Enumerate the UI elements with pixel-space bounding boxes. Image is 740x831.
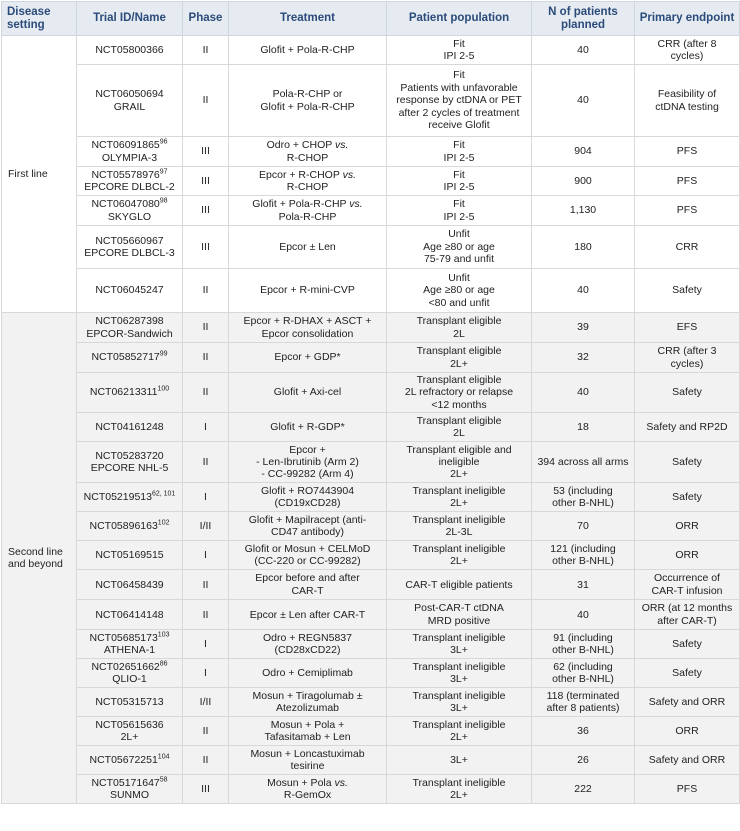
trial-reference: 62, 101	[151, 490, 176, 498]
trial-name: EPCORE DLBCL-2	[84, 181, 175, 193]
patient-population-cell: Fit IPI 2-5	[387, 137, 532, 167]
n-patients-cell: 31	[532, 570, 635, 600]
primary-endpoint-cell: CRR	[635, 226, 740, 269]
trial-reference: 104	[157, 753, 170, 761]
table-row	[2, 343, 740, 373]
n-patients-cell: 40	[532, 373, 635, 413]
primary-endpoint-cell: ORR	[635, 541, 740, 570]
treatment-cell: Glofit + R-GDP*	[229, 413, 387, 442]
n-patients-cell: 53 (including other B-NHL)	[532, 483, 635, 512]
table-row	[2, 483, 740, 512]
trial-name: QLIO-1	[112, 673, 147, 686]
primary-endpoint-cell: CRR (after 3 cycles)	[635, 343, 740, 373]
trial-id: NCT05283720	[95, 449, 164, 462]
trial-id-cell	[77, 313, 183, 343]
phase-cell: III	[183, 137, 229, 167]
treatment-vs: vs.	[334, 776, 348, 789]
table-row	[2, 659, 740, 688]
primary-endpoint-cell: Safety	[635, 442, 740, 483]
trial-id: NCT05219513	[83, 491, 152, 504]
patient-population-cell: Transplant ineligible 3L+	[387, 659, 532, 688]
treatment-vs: vs.	[342, 168, 356, 181]
trial-id-cell	[77, 269, 183, 313]
trial-id-cell	[77, 137, 183, 167]
phase-cell: II	[183, 442, 229, 483]
trial-id-cell	[77, 413, 183, 442]
n-patients-cell: 18	[532, 413, 635, 442]
phase-cell: I/II	[183, 688, 229, 717]
trial-id: NCT06045247	[95, 284, 164, 297]
trials-table	[1, 1, 740, 804]
header-n-patients: N of patients planned	[532, 2, 635, 36]
trial-name: ATHENA-1	[103, 644, 156, 657]
phase-cell: II	[183, 570, 229, 600]
phase-cell: III	[183, 775, 229, 804]
table-row	[2, 167, 740, 196]
primary-endpoint-cell: PFS	[635, 137, 740, 167]
phase-cell: II	[183, 746, 229, 775]
patient-population-cell: Fit IPI 2-5	[387, 167, 532, 196]
n-patients-cell: 394 across all arms	[532, 442, 635, 483]
treatment-cell: Epcor + - Len-Ibrutinib (Arm 2) - CC-99282 (Arm 4)	[229, 442, 387, 483]
patient-population-cell: Fit IPI 2-5	[387, 36, 532, 65]
primary-endpoint-cell: PFS	[635, 775, 740, 804]
phase-cell: I	[183, 659, 229, 688]
primary-endpoint-cell: PFS	[635, 196, 740, 226]
trial-id: NCT06414148	[95, 608, 164, 621]
header-row	[2, 2, 740, 36]
trial-id: NCT05578976	[91, 168, 160, 181]
phase-cell: III	[183, 226, 229, 269]
table-row	[2, 313, 740, 343]
patient-population-cell: Transplant ineligible 2L+	[387, 541, 532, 570]
trial-id: NCT06287398	[95, 315, 164, 328]
table-row	[2, 196, 740, 226]
primary-endpoint-cell: CRR (after 8 cycles)	[635, 36, 740, 65]
table-row	[2, 226, 740, 269]
patient-population-cell: Transplant ineligible 2L-3L	[387, 512, 532, 541]
n-patients-cell: 904	[532, 137, 635, 167]
trial-reference: 98	[159, 197, 168, 205]
phase-cell: I	[183, 483, 229, 512]
n-patients-cell: 32	[532, 343, 635, 373]
trial-id: NCT05800366	[95, 43, 164, 56]
patient-population-cell: Post-CAR-T ctDNA MRD positive	[387, 600, 532, 630]
phase-cell: II	[183, 717, 229, 746]
trial-id-cell	[77, 167, 183, 196]
trial-reference: 103	[157, 631, 170, 639]
phase-cell: II	[183, 269, 229, 313]
trial-id-cell	[77, 775, 183, 804]
trial-id-cell	[77, 630, 183, 659]
trial-name: EPCORE DLBCL-3	[84, 247, 175, 259]
treatment-cell: Epcor + R-mini-CVP	[229, 269, 387, 313]
treatment-cell: Odro + REGN5837 (CD28xCD22)	[229, 630, 387, 659]
trial-id-cell	[77, 196, 183, 226]
treatment-arm-a: Odro + CHOP	[266, 139, 335, 152]
treatment-cell	[229, 167, 387, 196]
primary-endpoint-cell: Safety and RP2D	[635, 413, 740, 442]
phase-cell: II	[183, 600, 229, 630]
trial-id-cell	[77, 65, 183, 137]
table-row	[2, 442, 740, 483]
primary-endpoint-cell: ORR	[635, 512, 740, 541]
table-row	[2, 746, 740, 775]
primary-endpoint-cell: EFS	[635, 313, 740, 343]
header-treatment: Treatment	[229, 2, 387, 36]
trial-name: EPCOR-Sandwich	[86, 327, 173, 340]
treatment-cell: Glofit + RO7443904 (CD19xCD28)	[229, 483, 387, 512]
treatment-arm-a: Epcor + R-CHOP	[259, 168, 343, 181]
trial-name: SKYGLO	[107, 210, 152, 223]
primary-endpoint-cell: ORR (at 12 months after CAR-T)	[635, 600, 740, 630]
treatment-vs: vs.	[334, 139, 349, 152]
treatment-cell	[229, 775, 387, 804]
header-phase: Phase	[183, 2, 229, 36]
phase-cell: III	[183, 196, 229, 226]
treatment-cell: Epcor ± Len after CAR-T	[229, 600, 387, 630]
phase-cell: II	[183, 343, 229, 373]
header-patient-population: Patient population	[387, 2, 532, 36]
table-row	[2, 600, 740, 630]
n-patients-cell: 900	[532, 167, 635, 196]
patient-population-cell: Transplant ineligible 2L+	[387, 775, 532, 804]
treatment-arm-b: R-CHOP	[286, 181, 329, 193]
trial-id-cell	[77, 541, 183, 570]
table-row	[2, 373, 740, 413]
trial-id-cell	[77, 746, 183, 775]
primary-endpoint-cell: Safety and ORR	[635, 688, 740, 717]
patient-population-cell: Transplant ineligible 3L+	[387, 688, 532, 717]
trial-id: NCT05685173	[89, 631, 158, 644]
trial-id: NCT05171647	[91, 776, 160, 789]
trial-id-cell	[77, 688, 183, 717]
trial-id: NCT05896163	[89, 520, 158, 533]
phase-cell: II	[183, 373, 229, 413]
trial-reference: 99	[159, 350, 168, 358]
header-trial-id: Trial ID/Name	[77, 2, 183, 36]
table-row	[2, 137, 740, 167]
trial-id: NCT05672251	[89, 754, 158, 767]
patient-population-cell: Unfit Age ≥80 or age <80 and unfit	[387, 269, 532, 313]
trial-id-cell	[77, 717, 183, 746]
header-disease-setting: Disease setting	[2, 2, 77, 36]
trial-id-cell	[77, 512, 183, 541]
table-row	[2, 541, 740, 570]
n-patients-cell: 39	[532, 313, 635, 343]
trial-reference: 58	[159, 776, 168, 784]
patient-population-cell: Transplant ineligible 2L+	[387, 717, 532, 746]
patient-population-cell: Transplant eligible 2L+	[387, 343, 532, 373]
treatment-arm-a: Glofit + Pola-R-CHP	[252, 198, 350, 211]
trial-id-cell	[77, 600, 183, 630]
table-row	[2, 512, 740, 541]
phase-cell: I	[183, 413, 229, 442]
primary-endpoint-cell: Feasibility of ctDNA testing	[635, 65, 740, 137]
treatment-arm-b: R-CHOP	[286, 151, 329, 164]
trial-id-cell	[77, 343, 183, 373]
trial-id-cell	[77, 483, 183, 512]
treatment-cell: Epcor + GDP*	[229, 343, 387, 373]
treatment-cell: Epcor + R-DHAX + ASCT + Epcor consolidation	[229, 313, 387, 343]
n-patients-cell: 180	[532, 226, 635, 269]
n-patients-cell: 36	[532, 717, 635, 746]
n-patients-cell: 222	[532, 775, 635, 804]
trial-id: NCT06091865	[91, 139, 160, 152]
trial-id: NCT05660967	[95, 234, 164, 247]
treatment-cell: Glofit or Mosun + CELMoD (CC-220 or CC-99282)	[229, 541, 387, 570]
table-row	[2, 269, 740, 313]
treatment-arm-b: R-GemOx	[283, 789, 332, 802]
n-patients-cell: 40	[532, 65, 635, 137]
trial-id: NCT06458439	[95, 578, 164, 591]
header-primary-endpoint: Primary endpoint	[635, 2, 740, 36]
treatment-arm-a: Mosun + Pola	[267, 776, 335, 789]
patient-population-cell: Unfit Age ≥80 or age 75-79 and unfit	[387, 226, 532, 269]
patient-population-cell: Transplant ineligible 2L+	[387, 483, 532, 512]
treatment-cell: Glofit + Mapilracept (anti- CD47 antibody)	[229, 512, 387, 541]
first-line-section	[2, 36, 740, 313]
table-row	[2, 717, 740, 746]
trial-id: NCT05852717	[91, 351, 160, 364]
treatment-arm-b: Pola-R-CHP	[278, 210, 337, 223]
n-patients-cell: 91 (including other B-NHL)	[532, 630, 635, 659]
trial-name: SUNMO	[109, 789, 150, 802]
treatment-cell: Pola-R-CHP or Glofit + Pola-R-CHP	[229, 65, 387, 137]
table-row	[2, 630, 740, 659]
n-patients-cell: 40	[532, 36, 635, 65]
treatment-cell: Mosun + Tiragolumab ± Atezolizumab	[229, 688, 387, 717]
treatment-cell: Mosun + Loncastuximab tesirine	[229, 746, 387, 775]
treatment-cell	[229, 137, 387, 167]
trial-id: NCT05615636	[95, 718, 164, 731]
treatment-cell: Epcor ± Len	[229, 226, 387, 269]
trial-id-cell	[77, 659, 183, 688]
patient-population-cell: Transplant eligible 2L refractory or relapse <12 months	[387, 373, 532, 413]
trial-reference: 86	[159, 660, 168, 668]
trial-id: NCT05169515	[95, 549, 164, 562]
phase-cell: I	[183, 541, 229, 570]
disease-setting-cell: Second line and beyond	[2, 313, 77, 804]
treatment-cell: Mosun + Pola + Tafasitamab + Len	[229, 717, 387, 746]
trial-id: NCT02651662	[91, 660, 160, 673]
patient-population-cell: Transplant ineligible 3L+	[387, 630, 532, 659]
table-row	[2, 775, 740, 804]
phase-cell: II	[183, 36, 229, 65]
second-line-section	[2, 313, 740, 804]
primary-endpoint-cell: Safety	[635, 373, 740, 413]
table-row	[2, 570, 740, 600]
trial-id-cell	[77, 442, 183, 483]
treatment-cell: Epcor before and after CAR-T	[229, 570, 387, 600]
trial-id: NCT06213311	[89, 386, 158, 399]
primary-endpoint-cell: ORR	[635, 717, 740, 746]
disease-setting-cell: First line	[2, 36, 77, 313]
n-patients-cell: 118 (terminated after 8 patients)	[532, 688, 635, 717]
treatment-vs: vs.	[349, 198, 363, 211]
trial-name: EPCORE NHL-5	[90, 462, 169, 475]
n-patients-cell: 70	[532, 512, 635, 541]
phase-cell: II	[183, 313, 229, 343]
n-patients-cell: 62 (including other B-NHL)	[532, 659, 635, 688]
trial-reference: 102	[157, 519, 170, 527]
table-row	[2, 413, 740, 442]
trial-id-cell	[77, 570, 183, 600]
patient-population-cell: Fit Patients with unfavorable response by ctDNA or PET after 2 cycles of treatment receive Glofit	[387, 65, 532, 137]
trial-name: OLYMPIA-3	[101, 151, 158, 164]
phase-cell: III	[183, 167, 229, 196]
n-patients-cell: 121 (including other B-NHL)	[532, 541, 635, 570]
trial-id: NCT06047080	[91, 198, 160, 211]
treatment-cell	[229, 196, 387, 226]
primary-endpoint-cell: Safety	[635, 659, 740, 688]
primary-endpoint-cell: Safety	[635, 630, 740, 659]
primary-endpoint-cell: Safety	[635, 269, 740, 313]
trial-id: NCT06050694	[95, 88, 164, 101]
trial-name: 2L+	[120, 731, 139, 744]
trial-id-cell	[77, 226, 183, 269]
primary-endpoint-cell: PFS	[635, 167, 740, 196]
trial-name: GRAIL	[113, 100, 146, 113]
phase-cell: II	[183, 65, 229, 137]
n-patients-cell: 26	[532, 746, 635, 775]
patient-population-cell: CAR-T eligible patients	[387, 570, 532, 600]
table-row	[2, 36, 740, 65]
treatment-cell: Odro + Cemiplimab	[229, 659, 387, 688]
treatment-cell: Glofit + Pola-R-CHP	[229, 36, 387, 65]
trial-id-cell	[77, 373, 183, 413]
treatment-cell: Glofit + Axi-cel	[229, 373, 387, 413]
patient-population-cell: Transplant eligible 2L	[387, 313, 532, 343]
patient-population-cell: Fit IPI 2-5	[387, 196, 532, 226]
n-patients-cell: 1,130	[532, 196, 635, 226]
n-patients-cell: 40	[532, 600, 635, 630]
patient-population-cell: 3L+	[387, 746, 532, 775]
table-row	[2, 688, 740, 717]
primary-endpoint-cell: Safety and ORR	[635, 746, 740, 775]
trial-id: NCT04161248	[95, 421, 164, 434]
n-patients-cell: 40	[532, 269, 635, 313]
primary-endpoint-cell: Safety	[635, 483, 740, 512]
patient-population-cell: Transplant eligible 2L	[387, 413, 532, 442]
trial-id-cell	[77, 36, 183, 65]
trial-id: NCT05315713	[95, 696, 164, 709]
trial-reference: 97	[159, 168, 168, 176]
table-row	[2, 65, 740, 137]
phase-cell: I/II	[183, 512, 229, 541]
phase-cell: I	[183, 630, 229, 659]
patient-population-cell: Transplant eligible and ineligible 2L+	[387, 442, 532, 483]
trial-reference: 100	[157, 385, 170, 393]
primary-endpoint-cell: Occurrence of CAR-T infusion	[635, 570, 740, 600]
trial-reference: 96	[159, 138, 168, 146]
